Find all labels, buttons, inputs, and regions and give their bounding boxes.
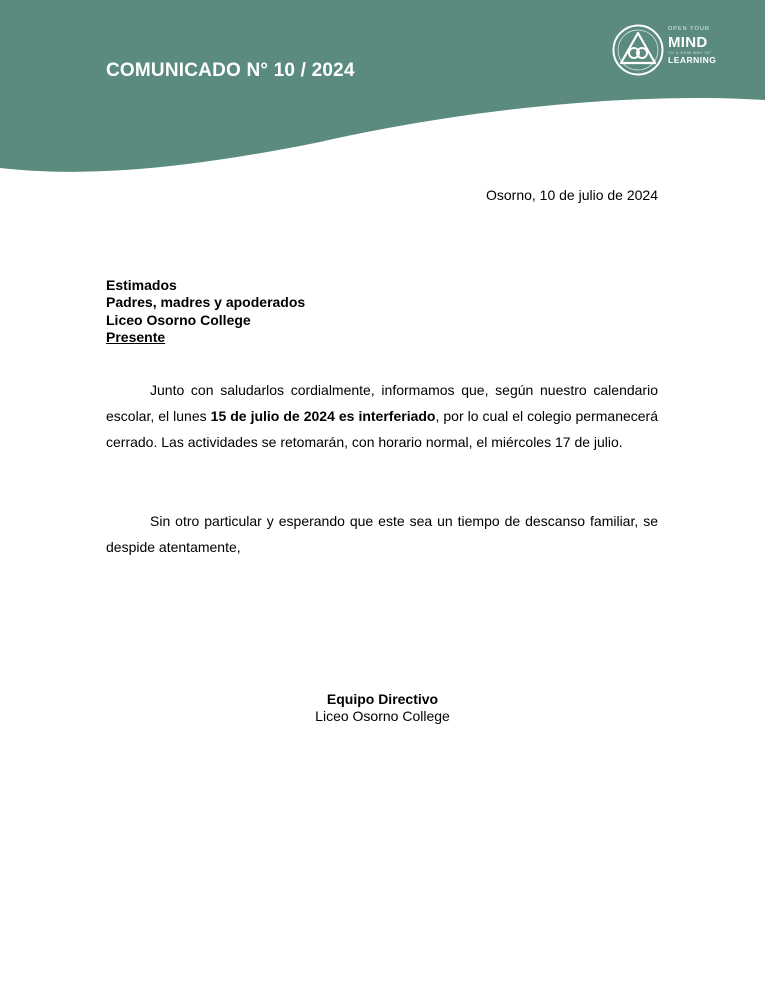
logo-top-text: OPEN YOUR	[668, 26, 710, 32]
recipient-audience: Padres, madres y apoderados	[106, 294, 306, 311]
signature-institution: Liceo Osorno College	[315, 708, 450, 724]
logo-small-text: TO A NEW WAY OF	[668, 49, 712, 55]
paragraph-1-highlight: 15 de julio de 2024 es interferiado	[210, 408, 436, 424]
paragraph-2-text: Sin otro particular y esperando que este sea un tiempo de descanso familiar, se despide atentamente,	[106, 513, 658, 555]
paragraph-1-start: Junto con saludarlos cordialmente, informamos que, según nuestro calendario escolar, el lunes	[106, 382, 658, 424]
recipient-institution: Liceo Osorno College	[106, 311, 251, 328]
logo-mind-text: MIND	[668, 33, 708, 51]
recipient-greeting: Estimados	[106, 277, 177, 293]
school-seal-triangle-icon	[612, 24, 664, 76]
recipient-presente: Presente	[106, 328, 166, 345]
logo-learning-text: LEARNING	[668, 54, 717, 65]
letter-date: Osorno, 10 de julio de 2024	[485, 187, 658, 203]
school-logo	[612, 24, 722, 76]
document-title: COMUNICADO N° 10 / 2024	[106, 60, 355, 81]
signature-title: Equipo Directivo	[326, 691, 439, 707]
body-paragraph-2	[106, 508, 658, 560]
signature-block	[0, 691, 765, 725]
recipients-block	[106, 277, 305, 346]
body-paragraph-1	[106, 377, 658, 455]
paragraph-1-end: , por lo cual el colegio permanecerá cerrado. Las actividades se retomarán, con horario normal, el miércoles 17 de julio.	[106, 408, 659, 450]
